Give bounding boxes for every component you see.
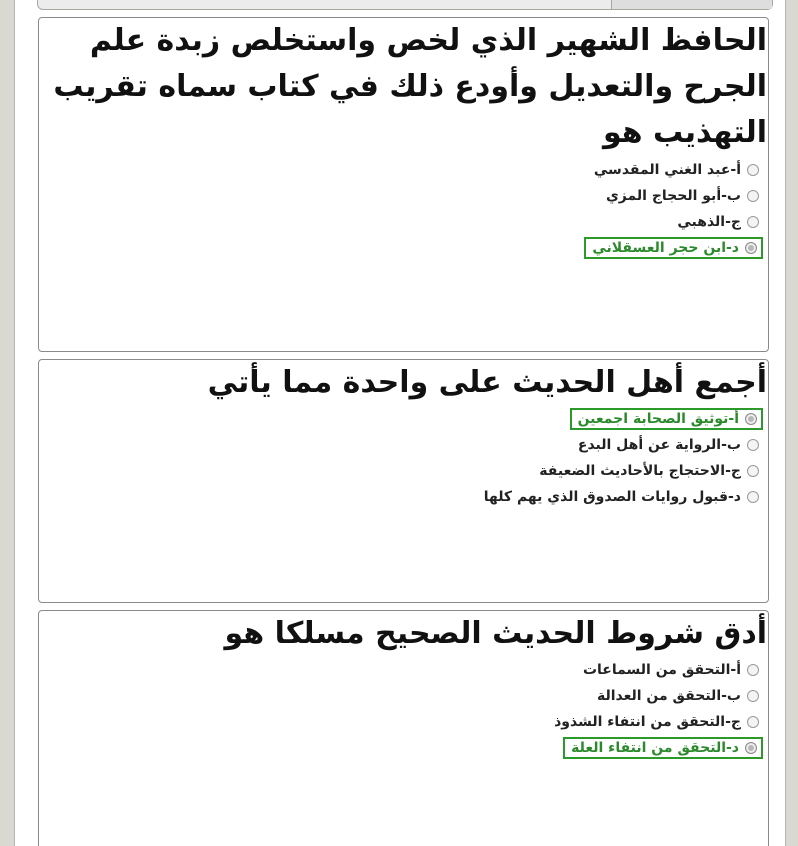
option-d-correct[interactable] (584, 237, 763, 259)
radio-button[interactable] (747, 465, 759, 477)
options-list (39, 408, 768, 508)
radio-button[interactable] (747, 164, 759, 176)
option-d-correct[interactable] (563, 737, 763, 759)
radio-button[interactable] (747, 491, 759, 503)
option-a[interactable] (577, 659, 763, 681)
options-list (39, 159, 768, 259)
radio-button[interactable] (747, 664, 759, 676)
option-label: أ-التحقق من السماعات (582, 662, 741, 678)
option-a-correct[interactable] (570, 408, 763, 430)
radio-button[interactable] (747, 439, 759, 451)
option-label: ب-التحقق من العدالة (596, 688, 741, 704)
question-title: أجمع أهل الحديث على واحدة مما يأتي (207, 365, 767, 400)
option-d[interactable] (478, 486, 763, 508)
question-card-2 (38, 359, 769, 603)
radio-button[interactable] (747, 216, 759, 228)
option-label: ج-الذهبي (677, 214, 741, 230)
option-label: أ-توثيق الصحابة اجمعين (577, 411, 739, 427)
option-label: د-قبول روايات الصدوق الذي يهم كلها (483, 489, 741, 505)
option-b[interactable] (591, 685, 763, 707)
question-title: أدق شروط الحديث الصحيح مسلكا هو (224, 616, 767, 651)
radio-button-selected[interactable] (745, 242, 757, 254)
option-label: ج-التحقق من انتفاء الشذوذ (554, 714, 741, 730)
option-b[interactable] (572, 434, 763, 456)
options-list (39, 659, 768, 759)
option-label: د-التحقق من انتفاء العلة (571, 740, 739, 756)
quiz-page (14, 0, 786, 846)
option-b[interactable] (600, 185, 763, 207)
option-label: ج-الاحتجاج بالأحاديث الضعيفة (539, 463, 741, 479)
previous-card-edge (37, 0, 773, 10)
option-c[interactable] (548, 711, 763, 733)
option-label: ب-الرواية عن أهل البدع (577, 437, 741, 453)
radio-button[interactable] (747, 690, 759, 702)
option-c[interactable] (671, 211, 763, 233)
previous-card-tab (611, 0, 772, 9)
option-label: ب-أبو الحجاج المزي (605, 188, 741, 204)
question-card-3 (38, 610, 769, 846)
question-card-1 (38, 17, 769, 352)
radio-button[interactable] (747, 190, 759, 202)
option-a[interactable] (588, 159, 763, 181)
radio-button-selected[interactable] (745, 413, 757, 425)
radio-button-selected[interactable] (745, 742, 757, 754)
radio-button[interactable] (747, 716, 759, 728)
option-c[interactable] (533, 460, 763, 482)
option-label: أ-عبد الغني المقدسي (593, 162, 741, 178)
option-label: د-ابن حجر العسقلاني (592, 240, 739, 256)
question-title: الحافظ الشهير الذي لخص واستخلص زبدة علم الجرح والتعديل وأودع ذلك في كتاب سماه تقريب التهذيب هو (53, 23, 767, 150)
